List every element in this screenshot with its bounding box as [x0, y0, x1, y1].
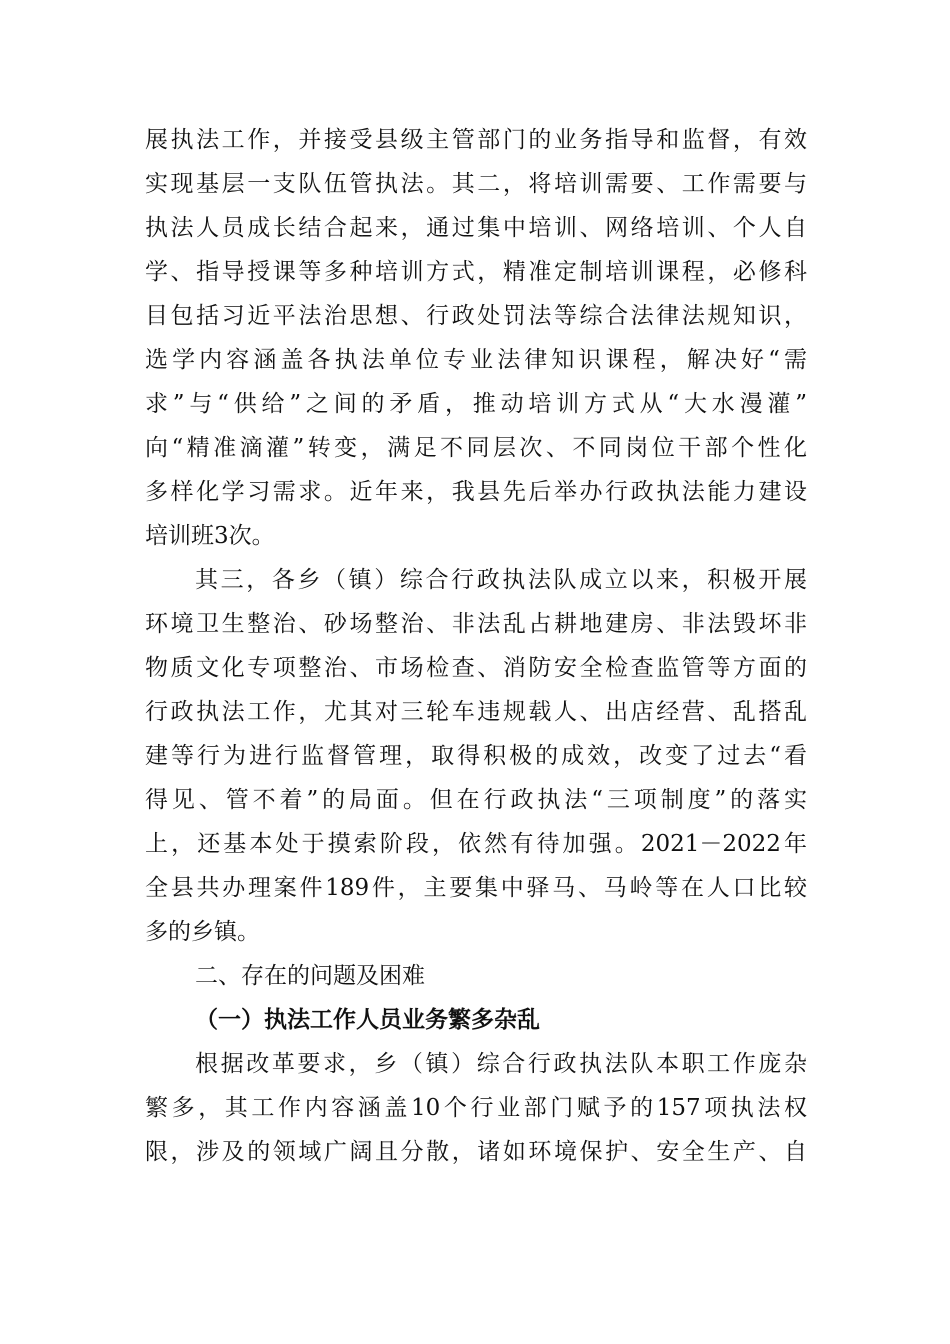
paragraph-line: 展执法工作，并接受县级主管部门的业务指导和监督，有效 [145, 127, 807, 153]
paragraph-line: 学、指导授课等多种培训方式，精准定制培训课程，必修科 [145, 259, 807, 285]
paragraph-line: 上，还基本处于摸索阶段，依然有待加强。2021－2022年 [145, 831, 807, 857]
paragraph-line: 环境卫生整治、砂场整治、非法乱占耕地建房、非法毁坏非 [145, 611, 807, 637]
paragraph-2 [145, 558, 807, 954]
paragraph-line: 繁多，其工作内容涵盖10个行业部门赋予的157项执法权 [145, 1095, 807, 1121]
paragraph-line: 选学内容涵盖各执法单位专业法律知识课程，解决好“需 [145, 347, 807, 373]
subsection-heading: （一）执法工作人员业务繁多杂乱 [195, 1006, 540, 1033]
document-body [145, 118, 807, 1174]
paragraph-line: 行政执法工作，尤其对三轮车违规载人、出店经营、乱搭乱 [145, 699, 807, 725]
paragraph-line: 求”与“供给”之间的矛盾，推动培训方式从“大水漫灌” [145, 391, 807, 417]
paragraph-line: 目包括习近平法治思想、行政处罚法等综合法律法规知识， [145, 303, 807, 329]
paragraph-line: 多样化学习需求。近年来，我县先后举办行政执法能力建设 [145, 479, 807, 505]
paragraph-3 [145, 1042, 807, 1174]
paragraph-line: 执法人员成长结合起来，通过集中培训、网络培训、个人自 [145, 215, 807, 241]
paragraph-line: 得见、管不着”的局面。但在行政执法“三项制度”的落实 [145, 787, 807, 813]
paragraph-line: 建等行为进行监督管理，取得积极的成效，改变了过去“看 [145, 743, 807, 769]
paragraph-line: 限，涉及的领域广阔且分散，诸如环境保护、安全生产、自 [145, 1139, 807, 1165]
paragraph-line: 向“精准滴灌”转变，满足不同层次、不同岗位干部个性化 [145, 435, 807, 461]
paragraph-line: 根据改革要求，乡（镇）综合行政执法队本职工作庞杂 [195, 1051, 807, 1077]
paragraph-line: 其三，各乡（镇）综合行政执法队成立以来，积极开展 [195, 567, 807, 593]
paragraph-line: 实现基层一支队伍管执法。其二，将培训需要、工作需要与 [145, 171, 807, 197]
paragraph-line: 物质文化专项整治、市场检查、消防安全检查监管等方面的 [145, 655, 807, 681]
section-heading: 二、存在的问题及困难 [195, 963, 425, 989]
paragraph-line: 多的乡镇。 [145, 919, 260, 945]
paragraph-line: 全县共办理案件189件，主要集中驿马、马岭等在人口比较 [145, 875, 807, 901]
paragraph-1 [145, 118, 807, 558]
paragraph-line: 培训班3次。 [145, 523, 275, 549]
